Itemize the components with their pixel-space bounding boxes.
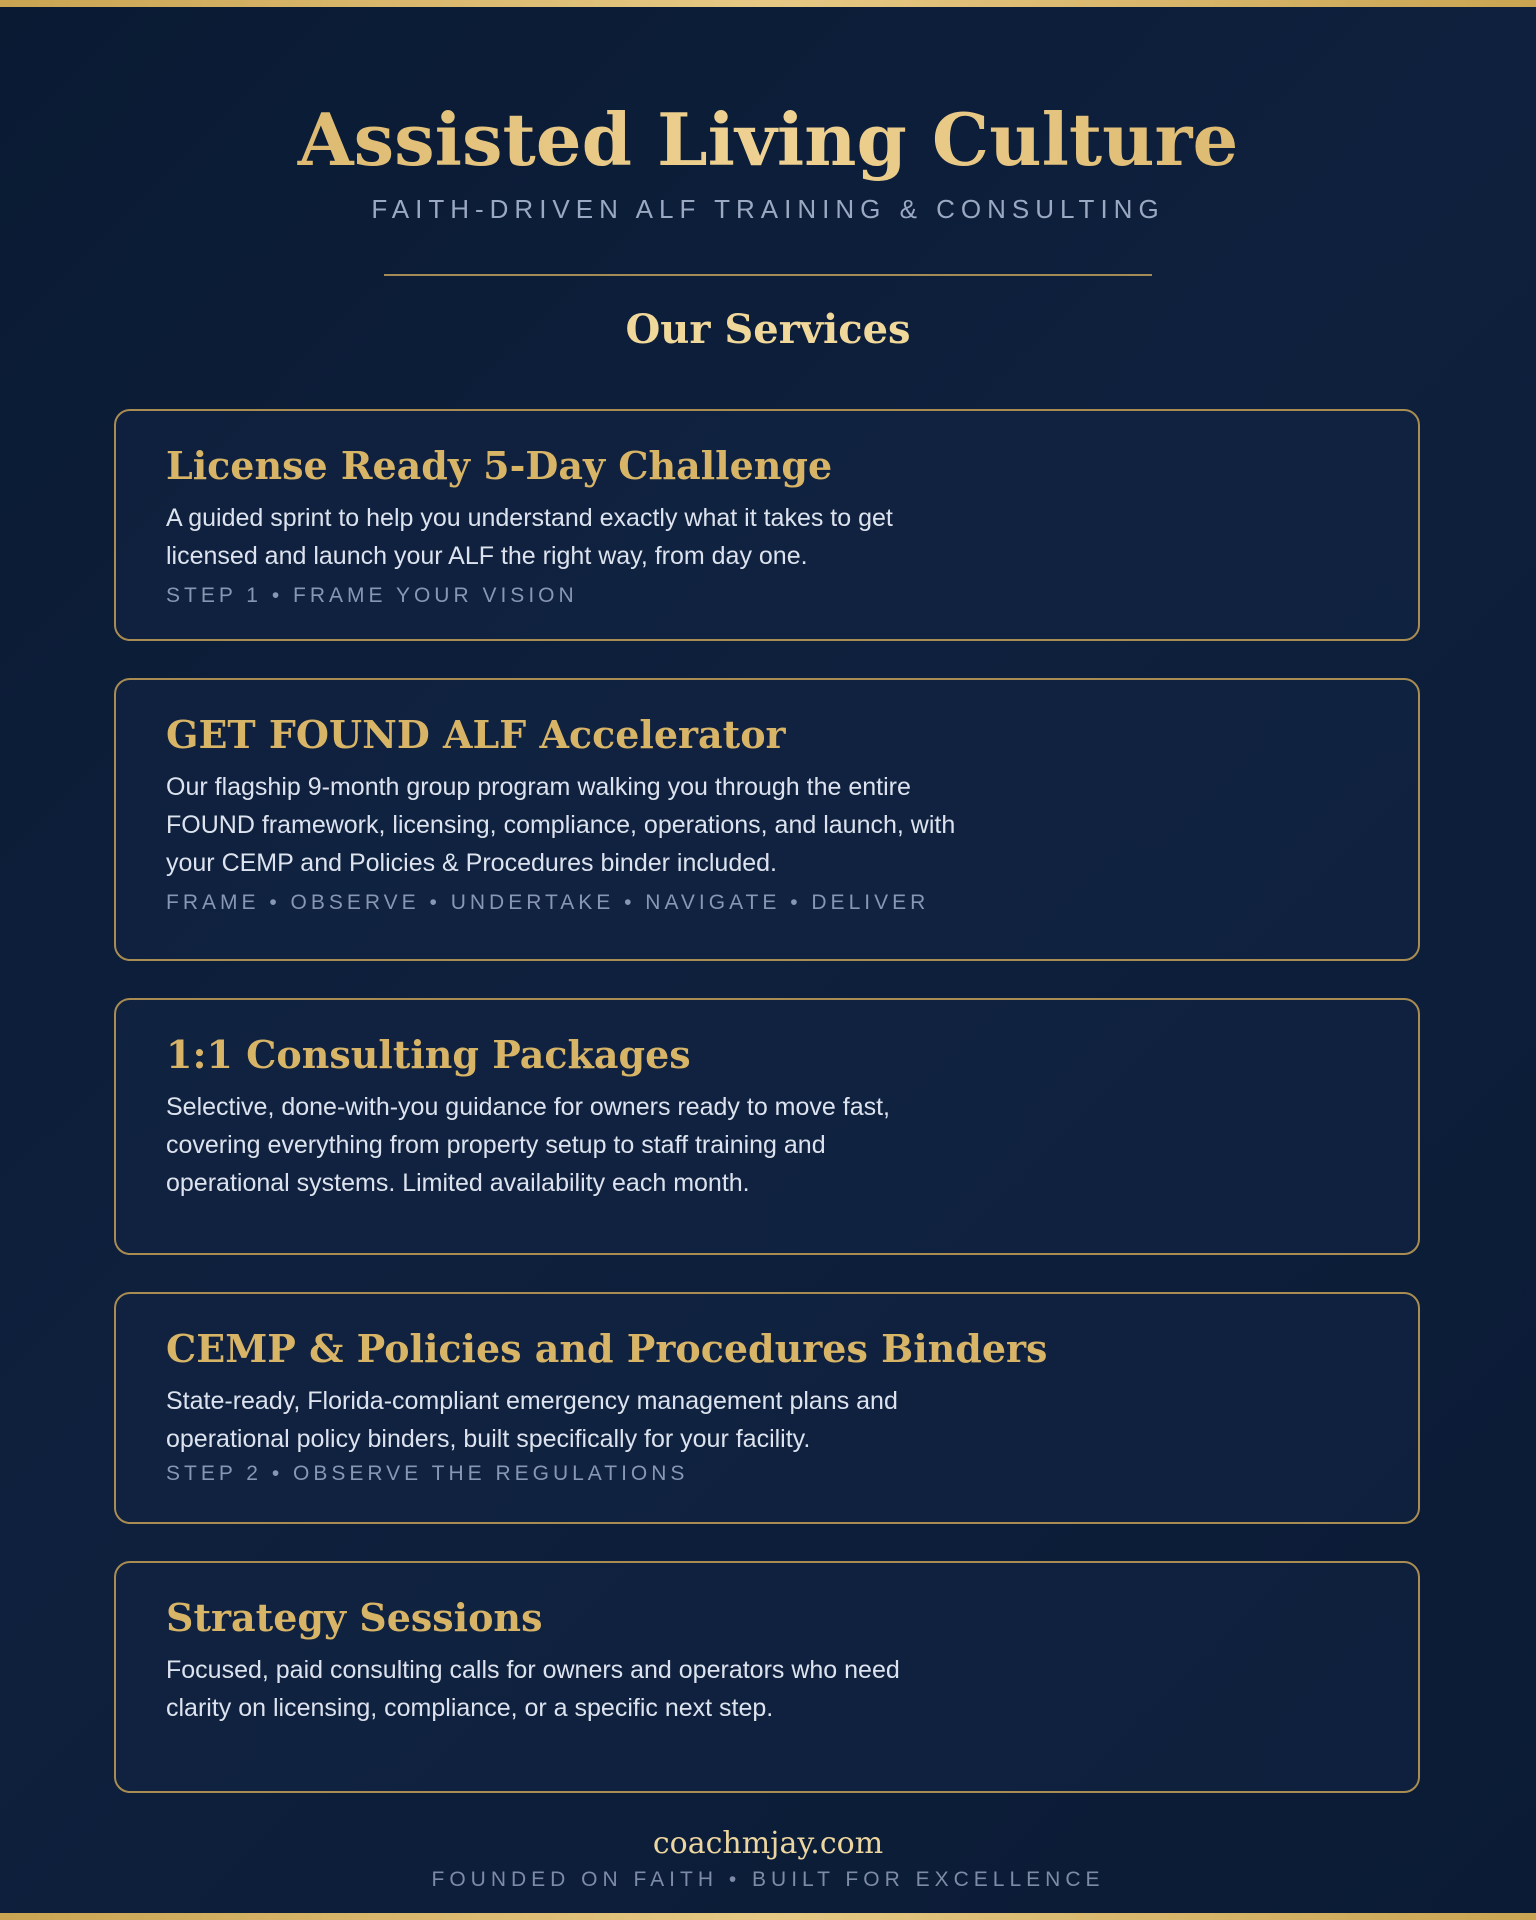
brand-title: Assisted Living Culture bbox=[0, 96, 1536, 184]
service-description: State-ready, Florida-compliant emergency management plans and operational policy binders, built specifically for your facility. bbox=[166, 1387, 898, 1453]
section-title: Our Services bbox=[625, 306, 911, 353]
header-divider bbox=[384, 274, 1152, 276]
brand-tagline: FAITH-DRIVEN ALF TRAINING & CONSULTING bbox=[371, 194, 1165, 224]
service-steps: STEP 2 • OBSERVE THE REGULATIONS bbox=[166, 1462, 689, 1485]
service-card-strategy-sessions[interactable] bbox=[114, 1561, 1420, 1793]
service-card-get-found-accelerator[interactable] bbox=[114, 678, 1420, 961]
website-link[interactable]: coachmjay.com bbox=[652, 1826, 884, 1861]
service-description: Focused, paid consulting calls for owners and operators who need clarity on licensing, compliance, or a specific next step. bbox=[166, 1656, 900, 1722]
service-title: Strategy Sessions bbox=[166, 1595, 543, 1640]
service-card-consulting-packages[interactable] bbox=[114, 998, 1420, 1255]
footer bbox=[0, 1824, 1536, 1892]
service-card-cemp-binders[interactable] bbox=[114, 1292, 1420, 1524]
service-steps: FRAME • OBSERVE • UNDERTAKE • NAVIGATE • DELIVER bbox=[166, 891, 930, 914]
footer-tagline: FOUNDED ON FAITH • BUILT FOR EXCELLENCE bbox=[431, 1868, 1105, 1891]
service-card-license-ready-challenge[interactable] bbox=[114, 409, 1420, 641]
top-accent-bar bbox=[0, 0, 1536, 7]
service-title: CEMP & Policies and Procedures Binders bbox=[166, 1326, 1048, 1371]
bottom-accent-bar bbox=[0, 1913, 1536, 1920]
service-title: GET FOUND ALF Accelerator bbox=[166, 712, 786, 757]
service-description: Selective, done-with-you guidance for owners ready to move fast, covering everything from property setup to staff training and operational systems. Limited availability each month. bbox=[166, 1093, 890, 1197]
header bbox=[0, 96, 1536, 225]
service-title: 1:1 Consulting Packages bbox=[166, 1032, 691, 1077]
service-description: Our flagship 9-month group program walking you through the entire FOUND framework, licensing, compliance, operations, and launch, with your CEMP and Policies & Procedures binder included. bbox=[166, 773, 956, 877]
service-title: License Ready 5-Day Challenge bbox=[166, 443, 833, 488]
service-description: A guided sprint to help you understand exactly what it takes to get licensed and launch your ALF the right way, from day one. bbox=[166, 504, 893, 570]
service-steps: STEP 1 • FRAME YOUR VISION bbox=[166, 584, 578, 607]
